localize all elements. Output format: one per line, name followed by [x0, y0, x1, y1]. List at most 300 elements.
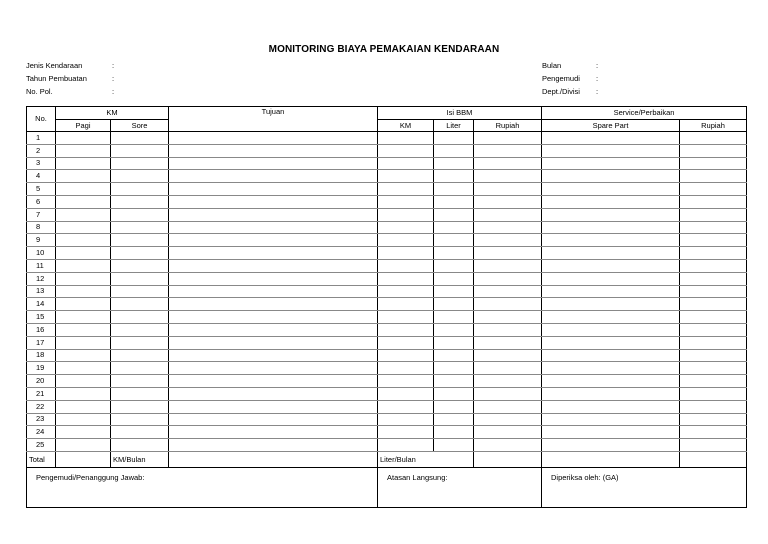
table-cell: [378, 132, 434, 145]
table-cell: [434, 234, 474, 247]
table-cell: [434, 336, 474, 349]
row-number: 13: [27, 285, 56, 298]
table-cell: [474, 247, 542, 260]
table-row: [27, 195, 747, 208]
table-cell: [680, 272, 747, 285]
table-cell: [680, 413, 747, 426]
table-cell: [169, 195, 378, 208]
table-cell: [56, 413, 111, 426]
table-cell: [542, 362, 680, 375]
table-cell: [542, 349, 680, 362]
table-cell: [434, 272, 474, 285]
header-no: No.: [27, 107, 56, 132]
row-number: 19: [27, 362, 56, 375]
table-cell: [111, 323, 169, 336]
table-cell: [169, 234, 378, 247]
table-cell: [474, 426, 542, 439]
table-cell: [434, 183, 474, 196]
info-colon: :: [596, 61, 599, 70]
table-cell: [680, 195, 747, 208]
table-cell: [542, 272, 680, 285]
table-cell: [378, 426, 434, 439]
table-cell: [434, 349, 474, 362]
table-cell: [111, 426, 169, 439]
table-cell: [111, 208, 169, 221]
table-cell: [378, 247, 434, 260]
period-info: [542, 60, 598, 99]
table-cell: [542, 170, 680, 183]
table-cell: [474, 298, 542, 311]
info-row-year: [26, 73, 114, 86]
table-cell: [434, 426, 474, 439]
table-cell: [378, 195, 434, 208]
header-liter: Liter: [434, 120, 474, 132]
table-row: [27, 221, 747, 234]
table-cell: [56, 221, 111, 234]
row-number: 12: [27, 272, 56, 285]
table-cell: [111, 157, 169, 170]
table-cell: [542, 439, 680, 452]
table-cell: [111, 144, 169, 157]
info-colon: :: [112, 87, 115, 96]
table-cell: [680, 132, 747, 145]
table-cell: [169, 157, 378, 170]
table-cell: [169, 132, 378, 145]
table-cell: [111, 195, 169, 208]
table-cell: [378, 439, 434, 452]
document-title: MONITORING BIAYA PEMAKAIAN KENDARAAN: [268, 44, 500, 55]
table-cell: [474, 413, 542, 426]
table-cell: [434, 400, 474, 413]
table-cell: [680, 157, 747, 170]
table-cell: [542, 208, 680, 221]
table-cell: [169, 439, 378, 452]
table-cell: [378, 183, 434, 196]
table-cell: [474, 400, 542, 413]
total-liter-bulan: Liter/Bulan: [378, 451, 474, 467]
row-number: 5: [27, 183, 56, 196]
header-sore: Sore: [111, 120, 169, 132]
table-row: [27, 311, 747, 324]
table-cell: [111, 259, 169, 272]
table-cell: [542, 259, 680, 272]
table-cell: [434, 259, 474, 272]
table-cell: [111, 311, 169, 324]
table-cell: [56, 144, 111, 157]
row-number: 10: [27, 247, 56, 260]
table-subheader-row: [27, 120, 747, 132]
table-cell: [474, 234, 542, 247]
row-number: 4: [27, 170, 56, 183]
header-tujuan: Tujuan: [169, 107, 378, 132]
table-cell: [680, 375, 747, 388]
signature-supervisor: Atasan Langsung:: [378, 467, 542, 507]
table-cell: [474, 336, 542, 349]
table-cell: [474, 387, 542, 400]
row-number: 22: [27, 400, 56, 413]
table-cell: [378, 221, 434, 234]
table-row: [27, 157, 747, 170]
table-cell: [111, 247, 169, 260]
table-cell: [542, 183, 680, 196]
info-label: Pengemudi: [542, 74, 580, 83]
table-cell: [474, 170, 542, 183]
table-cell: [56, 247, 111, 260]
table-cell: [434, 157, 474, 170]
table-cell: [474, 208, 542, 221]
table-row: [27, 362, 747, 375]
table-cell: [169, 400, 378, 413]
table-cell: [378, 208, 434, 221]
table-row: [27, 144, 747, 157]
table-cell: [111, 413, 169, 426]
table-row: [27, 336, 747, 349]
total-cell: [542, 451, 680, 467]
table-cell: [434, 132, 474, 145]
table-cell: [111, 183, 169, 196]
table-cell: [56, 208, 111, 221]
info-label: Bulan: [542, 61, 562, 70]
table-cell: [434, 247, 474, 260]
table-cell: [378, 349, 434, 362]
table-cell: [680, 323, 747, 336]
table-cell: [680, 144, 747, 157]
table-cell: [111, 285, 169, 298]
table-cell: [680, 336, 747, 349]
header-service-rupiah: Rupiah: [680, 120, 747, 132]
row-number: 9: [27, 234, 56, 247]
table-cell: [111, 362, 169, 375]
table-cell: [680, 387, 747, 400]
table-cell: [542, 234, 680, 247]
table-cell: [169, 221, 378, 234]
table-cell: [474, 259, 542, 272]
monitoring-table: [26, 106, 747, 508]
table-cell: [56, 157, 111, 170]
table-cell: [474, 375, 542, 388]
table-row: [27, 272, 747, 285]
table-cell: [169, 349, 378, 362]
table-cell: [56, 439, 111, 452]
table-cell: [434, 362, 474, 375]
table-cell: [378, 285, 434, 298]
table-row: [27, 132, 747, 145]
table-cell: [434, 195, 474, 208]
table-cell: [169, 387, 378, 400]
table-cell: [434, 208, 474, 221]
table-cell: [56, 426, 111, 439]
table-cell: [56, 349, 111, 362]
table-row: [27, 259, 747, 272]
table-cell: [56, 298, 111, 311]
table-cell: [434, 413, 474, 426]
table-cell: [111, 272, 169, 285]
table-cell: [378, 170, 434, 183]
table-cell: [169, 298, 378, 311]
table-cell: [169, 183, 378, 196]
table-cell: [56, 272, 111, 285]
row-number: 15: [27, 311, 56, 324]
header-bbm-km: KM: [378, 120, 434, 132]
table-cell: [680, 311, 747, 324]
table-cell: [378, 323, 434, 336]
info-colon: :: [596, 87, 599, 96]
table-row: [27, 298, 747, 311]
table-cell: [474, 272, 542, 285]
table-cell: [111, 132, 169, 145]
table-row: [27, 285, 747, 298]
table-row: [27, 439, 747, 452]
table-cell: [56, 323, 111, 336]
row-number: 18: [27, 349, 56, 362]
table-cell: [542, 413, 680, 426]
row-number: 11: [27, 259, 56, 272]
table-cell: [169, 170, 378, 183]
row-number: 14: [27, 298, 56, 311]
table-row: [27, 208, 747, 221]
table-cell: [111, 375, 169, 388]
table-cell: [680, 183, 747, 196]
table-cell: [680, 298, 747, 311]
table-cell: [378, 336, 434, 349]
table-row: [27, 349, 747, 362]
table-cell: [474, 349, 542, 362]
table-cell: [542, 221, 680, 234]
table-cell: [434, 285, 474, 298]
table-cell: [542, 144, 680, 157]
table-cell: [542, 387, 680, 400]
table-cell: [542, 285, 680, 298]
header-rupiah: Rupiah: [474, 120, 542, 132]
header-spare-part: Spare Part: [542, 120, 680, 132]
table-cell: [378, 387, 434, 400]
table-cell: [474, 157, 542, 170]
info-row-plate: [26, 86, 114, 99]
row-number: 17: [27, 336, 56, 349]
table-row: [27, 323, 747, 336]
table-cell: [680, 439, 747, 452]
info-colon: :: [112, 61, 115, 70]
table-cell: [680, 349, 747, 362]
table-cell: [680, 259, 747, 272]
table-cell: [680, 426, 747, 439]
row-number: 2: [27, 144, 56, 157]
table-cell: [680, 362, 747, 375]
table-cell: [111, 349, 169, 362]
table-cell: [56, 362, 111, 375]
table-cell: [56, 132, 111, 145]
table-cell: [542, 400, 680, 413]
info-row-department: [542, 86, 598, 99]
table-cell: [378, 375, 434, 388]
table-cell: [169, 247, 378, 260]
info-label: No. Pol.: [26, 87, 53, 96]
total-km-bulan: KM/Bulan: [111, 451, 169, 467]
header-pagi: Pagi: [56, 120, 111, 132]
table-cell: [169, 259, 378, 272]
table-cell: [56, 336, 111, 349]
table-cell: [169, 413, 378, 426]
table-cell: [169, 426, 378, 439]
table-cell: [474, 183, 542, 196]
table-cell: [111, 387, 169, 400]
table-cell: [434, 221, 474, 234]
table-row: [27, 170, 747, 183]
table-cell: [680, 247, 747, 260]
total-cell: [680, 451, 747, 467]
table-cell: [542, 426, 680, 439]
table-cell: [378, 234, 434, 247]
table-cell: [378, 298, 434, 311]
table-cell: [169, 208, 378, 221]
row-number: 20: [27, 375, 56, 388]
table-cell: [542, 311, 680, 324]
table-cell: [111, 234, 169, 247]
table-cell: [111, 170, 169, 183]
table-cell: [542, 323, 680, 336]
row-number: 23: [27, 413, 56, 426]
table-cell: [680, 221, 747, 234]
table-cell: [56, 183, 111, 196]
header-isi-bbm: Isi BBM: [378, 107, 542, 120]
table-cell: [56, 259, 111, 272]
table-cell: [542, 375, 680, 388]
table-cell: [169, 375, 378, 388]
vehicle-info: [26, 60, 114, 99]
table-row: [27, 234, 747, 247]
signature-driver: Pengemudi/Penanggung Jawab:: [27, 467, 378, 507]
table-cell: [434, 311, 474, 324]
table-row: [27, 400, 747, 413]
table-cell: [378, 413, 434, 426]
info-colon: :: [596, 74, 599, 83]
table-cell: [474, 311, 542, 324]
table-cell: [169, 144, 378, 157]
row-number: 1: [27, 132, 56, 145]
table-cell: [434, 375, 474, 388]
table-cell: [434, 144, 474, 157]
info-label: Dept./Divisi: [542, 87, 580, 96]
row-number: 6: [27, 195, 56, 208]
table-cell: [378, 259, 434, 272]
row-number: 16: [27, 323, 56, 336]
table-cell: [680, 285, 747, 298]
table-cell: [680, 170, 747, 183]
table-cell: [56, 387, 111, 400]
row-number: 21: [27, 387, 56, 400]
header-km: KM: [56, 107, 169, 120]
row-number: 3: [27, 157, 56, 170]
table-cell: [378, 144, 434, 157]
table-cell: [111, 439, 169, 452]
table-cell: [542, 336, 680, 349]
table-cell: [474, 144, 542, 157]
table-cell: [56, 170, 111, 183]
table-cell: [169, 336, 378, 349]
table-cell: [542, 195, 680, 208]
table-cell: [434, 439, 474, 452]
total-cell: [56, 451, 111, 467]
total-cell: [169, 451, 378, 467]
table-cell: [378, 157, 434, 170]
table-cell: [474, 195, 542, 208]
table-cell: [474, 285, 542, 298]
table-cell: [169, 311, 378, 324]
row-number: 25: [27, 439, 56, 452]
table-cell: [474, 132, 542, 145]
table-row: [27, 413, 747, 426]
signature-row: [27, 467, 747, 507]
table-cell: [111, 400, 169, 413]
table-cell: [378, 272, 434, 285]
info-label: Tahun Pembuatan: [26, 74, 87, 83]
table-body: [27, 132, 747, 452]
info-label: Jenis Kendaraan: [26, 61, 83, 70]
table-cell: [169, 362, 378, 375]
table-cell: [680, 400, 747, 413]
table-row: [27, 387, 747, 400]
table-cell: [56, 195, 111, 208]
table-cell: [56, 311, 111, 324]
row-number: 24: [27, 426, 56, 439]
table-cell: [56, 375, 111, 388]
table-cell: [434, 323, 474, 336]
signature-checked: Diperiksa oleh: (GA): [542, 467, 747, 507]
table-cell: [56, 285, 111, 298]
header-service: Service/Perbaikan: [542, 107, 747, 120]
table-cell: [542, 132, 680, 145]
table-row: [27, 426, 747, 439]
table-cell: [542, 298, 680, 311]
table-cell: [680, 208, 747, 221]
info-colon: :: [112, 74, 115, 83]
table-cell: [434, 170, 474, 183]
table-cell: [56, 234, 111, 247]
total-row: [27, 451, 747, 467]
info-row-month: [542, 60, 598, 73]
table-cell: [111, 221, 169, 234]
table-cell: [680, 234, 747, 247]
table-cell: [378, 311, 434, 324]
table-cell: [378, 400, 434, 413]
table-cell: [169, 285, 378, 298]
table-cell: [474, 221, 542, 234]
table-row: [27, 247, 747, 260]
row-number: 7: [27, 208, 56, 221]
table-cell: [434, 387, 474, 400]
info-row-driver: [542, 73, 598, 86]
table-cell: [111, 298, 169, 311]
table-header-row: [27, 107, 747, 120]
table-cell: [56, 400, 111, 413]
table-row: [27, 183, 747, 196]
table-cell: [474, 362, 542, 375]
total-cell: [474, 451, 542, 467]
table-cell: [434, 298, 474, 311]
table-cell: [542, 247, 680, 260]
total-label: Total: [27, 451, 56, 467]
table-row: [27, 375, 747, 388]
row-number: 8: [27, 221, 56, 234]
table-cell: [542, 157, 680, 170]
table-cell: [169, 272, 378, 285]
table-cell: [169, 323, 378, 336]
table-cell: [474, 323, 542, 336]
table-cell: [111, 336, 169, 349]
table-cell: [474, 439, 542, 452]
table-cell: [378, 362, 434, 375]
info-row-vehicle-type: [26, 60, 114, 73]
